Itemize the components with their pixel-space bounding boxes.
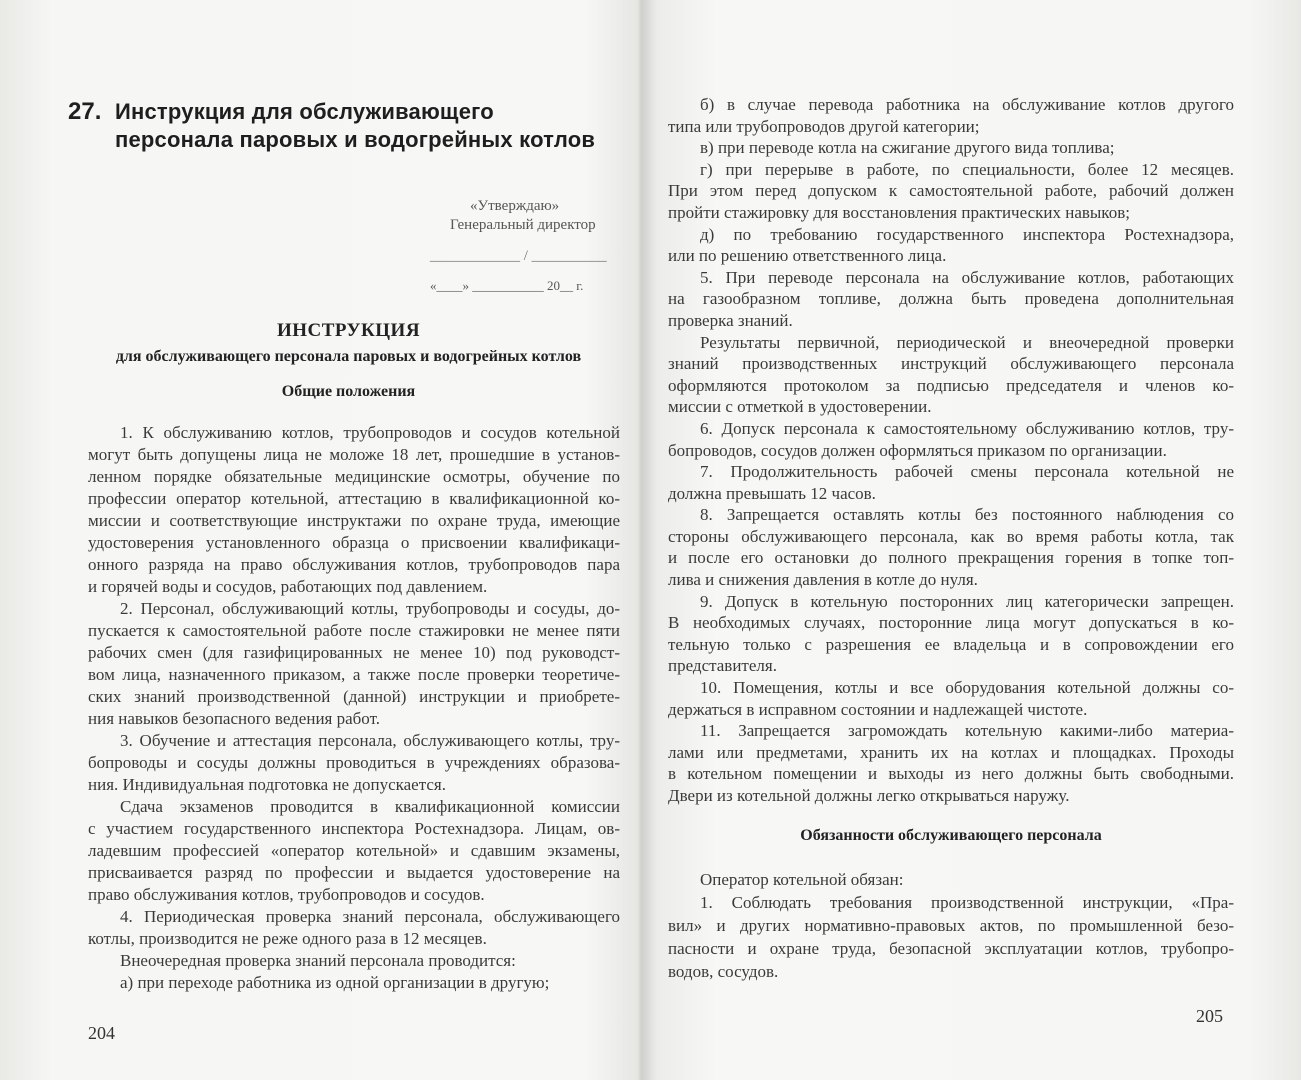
text-line: держаться в исправном состоянии и надлежащей чистоте. xyxy=(668,699,1088,719)
right-paragraph xyxy=(668,94,1234,137)
approval-label: «Утверждаю» xyxy=(470,198,560,214)
text-line: ленном порядке обязательные медицинские осмотры, обучение по xyxy=(88,467,620,486)
approval-position: Генеральный директор xyxy=(450,217,596,233)
duties-section-title: Обязанности обслуживающего персонала xyxy=(800,827,1102,844)
text-line: проверка знаний. xyxy=(668,310,793,330)
text-line: Внеочередная проверка знаний персонала проводится: xyxy=(120,951,516,970)
text-line: пускается к самостоятельной работе после стажировки не менее пяти xyxy=(88,621,620,640)
chapter-number: 27. xyxy=(68,98,102,125)
text-line: присваивается разряд по профессии и выдается удостоверение на xyxy=(88,863,620,882)
page-number-right: 205 xyxy=(1196,1006,1223,1026)
page-number-left: 204 xyxy=(88,1023,115,1043)
text-line: удостоверения установленного образца о присвоении квалификаци- xyxy=(88,533,620,552)
text-line: или по решению ответственного лица. xyxy=(668,246,947,266)
text-line: в) при переводе котла на сжигание другого вида топлива; xyxy=(700,138,1115,158)
text-line: бопроводы и сосуды должны проводиться в учреждениях образова- xyxy=(88,753,620,772)
right-paragraph xyxy=(668,137,1234,159)
text-line: Сдача экзаменов проводится в квалификационной комиссии xyxy=(120,797,620,816)
text-line: представителя. xyxy=(668,656,777,676)
right-paragraph xyxy=(668,332,1234,418)
chapter-title-line: Инструкция для обслуживающего xyxy=(115,99,494,124)
text-line: 1. Соблюдать требования производственной инструкции, «Пра- xyxy=(700,893,1234,912)
doc-title: ИНСТРУКЦИЯ xyxy=(276,320,421,341)
left-page-body xyxy=(88,422,620,994)
text-line: водов, сосудов. xyxy=(668,962,779,981)
left-paragraph xyxy=(88,598,620,730)
text-line: д) по требованию государственного инспектора Ростехнадзора, xyxy=(700,224,1234,244)
right-paragraph xyxy=(668,591,1234,677)
right-paragraph xyxy=(668,720,1234,806)
right-paragraph xyxy=(668,504,1234,590)
right-paragraph xyxy=(668,461,1234,504)
text-line: лами или предметами, хранить их на котлах и площадках. Проходы xyxy=(668,742,1234,762)
text-line: 5. При переводе персонала на обслуживание котлов, работающих xyxy=(700,267,1234,287)
text-line: 8. Запрещается оставлять котлы без постоянного наблюдения со xyxy=(700,505,1234,525)
text-line: вил» и других нормативно-правовых актов, по промышленной безо- xyxy=(668,916,1234,935)
text-line: 2. Персонал, обслуживающий котлы, трубопроводы и сосуды, до- xyxy=(120,599,620,618)
text-line: в котельном помещении и выходы из него должны быть свободными. xyxy=(668,764,1234,784)
text-line: пасности и охране труда, безопасной эксплуатации котлов, трубопро- xyxy=(668,939,1234,958)
right-paragraph xyxy=(668,267,1234,332)
chapter-title-line: персонала паровых и водогрейных котлов xyxy=(115,127,596,152)
left-paragraph xyxy=(88,906,620,950)
text-line: 6. Допуск персонала к самостоятельному обслуживанию котлов, тру- xyxy=(700,418,1234,438)
text-line: ладевшим профессией «оператор котельной» и сдавшим экзамены, xyxy=(88,841,620,860)
text-line: В необходимых случаях, посторонние лица могут допускаться в ко- xyxy=(668,613,1234,633)
text-line: лива и снижения давления в котле до нуля. xyxy=(668,570,978,590)
text-line: тельную только с разрешения ее владельца и в сопровождении его xyxy=(668,634,1234,654)
right-paragraph xyxy=(668,677,1234,720)
right-paragraph xyxy=(668,418,1234,461)
right-paragraph xyxy=(668,159,1234,224)
text-line: 4. Периодическая проверка знаний персонала, обслуживающего xyxy=(120,907,620,926)
duties-body xyxy=(668,868,1234,983)
text-line: Оператор котельной обязан: xyxy=(700,870,904,889)
duties-paragraph xyxy=(668,868,1234,891)
left-paragraph xyxy=(88,422,620,598)
section-title: Общие положения xyxy=(281,383,416,400)
text-line: и после его остановки до полного прекращения горения в топке топ- xyxy=(668,548,1234,568)
text-line: ния навыков безопасного ведения работ. xyxy=(88,709,380,728)
right-paragraph xyxy=(668,224,1234,267)
left-paragraph xyxy=(88,730,620,796)
text-line: право обслуживания котлов, трубопроводов и сосудов. xyxy=(88,885,485,904)
text-line: миссии с отметкой в удостоверении. xyxy=(668,397,932,417)
text-line: 7. Продолжительность рабочей смены персонала котельной не xyxy=(700,462,1234,482)
text-line: с участием государственного инспектора Ростехнадзора. Лицам, ов- xyxy=(88,819,620,838)
text-line: ских знаний производственной (данной) инструкции и приобрете- xyxy=(88,687,620,706)
text-line: г) при перерыве в работе, по специальности, более 12 месяцев. xyxy=(700,159,1234,179)
text-line: миссии и соответствующие инструктажи по охране труда, имеющие xyxy=(88,511,620,530)
text-line: вом лица, назначенного приказом, а также после проверки теоретиче- xyxy=(88,665,620,684)
duties-paragraph xyxy=(668,891,1234,983)
text-line: При этом перед допуском к самостоятельной работе, рабочий должен xyxy=(668,181,1234,201)
text-line: должна превышать 12 часов. xyxy=(668,483,876,503)
text-line: 9. Допуск в котельную посторонних лиц категорически запрещен. xyxy=(700,591,1234,611)
text-line: знаний производственных инструкций обслуживающего персонала xyxy=(668,354,1234,374)
chapter-title xyxy=(115,98,595,154)
text-line: онного разряда на право обслуживания котлов, трубопроводов пара xyxy=(88,555,620,574)
text-line: могут быть допущены лица не моложе 18 лет, прошедшие в установ- xyxy=(88,445,620,464)
text-line: бопроводов, сосудов должен оформляться приказом по организации. xyxy=(668,440,1167,460)
text-line: и горячей воды и сосудов, работающих под давлением. xyxy=(88,577,488,596)
signature-line: ____________ / __________ xyxy=(430,248,607,264)
text-line: а) при переходе работника из одной организации в другую; xyxy=(120,973,550,992)
text-line: ния. Индивидуальная подготовка не допускается. xyxy=(88,775,446,794)
text-line: оформляются протоколом за подписью председателя и членов ко- xyxy=(668,375,1234,395)
text-line: 11. Запрещается загромождать котельную какими-либо материа- xyxy=(700,721,1234,741)
doc-subtitle: для обслуживающего персонала паровых и водогрейных котлов xyxy=(115,348,582,365)
text-line: котлы, производится не реже одного раза в 12 месяцев. xyxy=(88,929,487,948)
text-line: 1. К обслуживанию котлов, трубопроводов и сосудов котельной xyxy=(120,423,620,442)
right-page-body xyxy=(668,94,1234,807)
text-line: б) в случае перевода работника на обслуживание котлов другого xyxy=(700,95,1234,114)
left-paragraph xyxy=(88,972,620,994)
text-line: пройти стажировку для восстановления практических навыков; xyxy=(668,202,1130,222)
text-line: 3. Обучение и аттестация персонала, обслуживающего котлы, тру- xyxy=(120,731,620,750)
text-line: профессии оператор котельной, аттестацию в квалификационной ко- xyxy=(88,489,620,508)
text-line: Результаты первичной, периодической и внеочередной проверки xyxy=(700,332,1234,352)
text-line: на газообразном топливе, должна быть проведена дополнительная xyxy=(668,289,1234,309)
text-line: Двери из котельной должны легко открываться наружу. xyxy=(668,786,1070,805)
left-paragraph xyxy=(88,950,620,972)
text-line: стороны обслуживающего персонала, как во время работы котла, так xyxy=(668,526,1234,546)
text-line: типа или трубопроводов другой категории; xyxy=(668,116,980,136)
text-line: рабочих смен (для газифицированных не менее 10) под руководст- xyxy=(88,643,620,662)
left-paragraph xyxy=(88,796,620,906)
text-line: 10. Помещения, котлы и все оборудования котельной должны со- xyxy=(700,678,1234,698)
date-line: «____» ___________ 20__ г. xyxy=(430,278,584,293)
